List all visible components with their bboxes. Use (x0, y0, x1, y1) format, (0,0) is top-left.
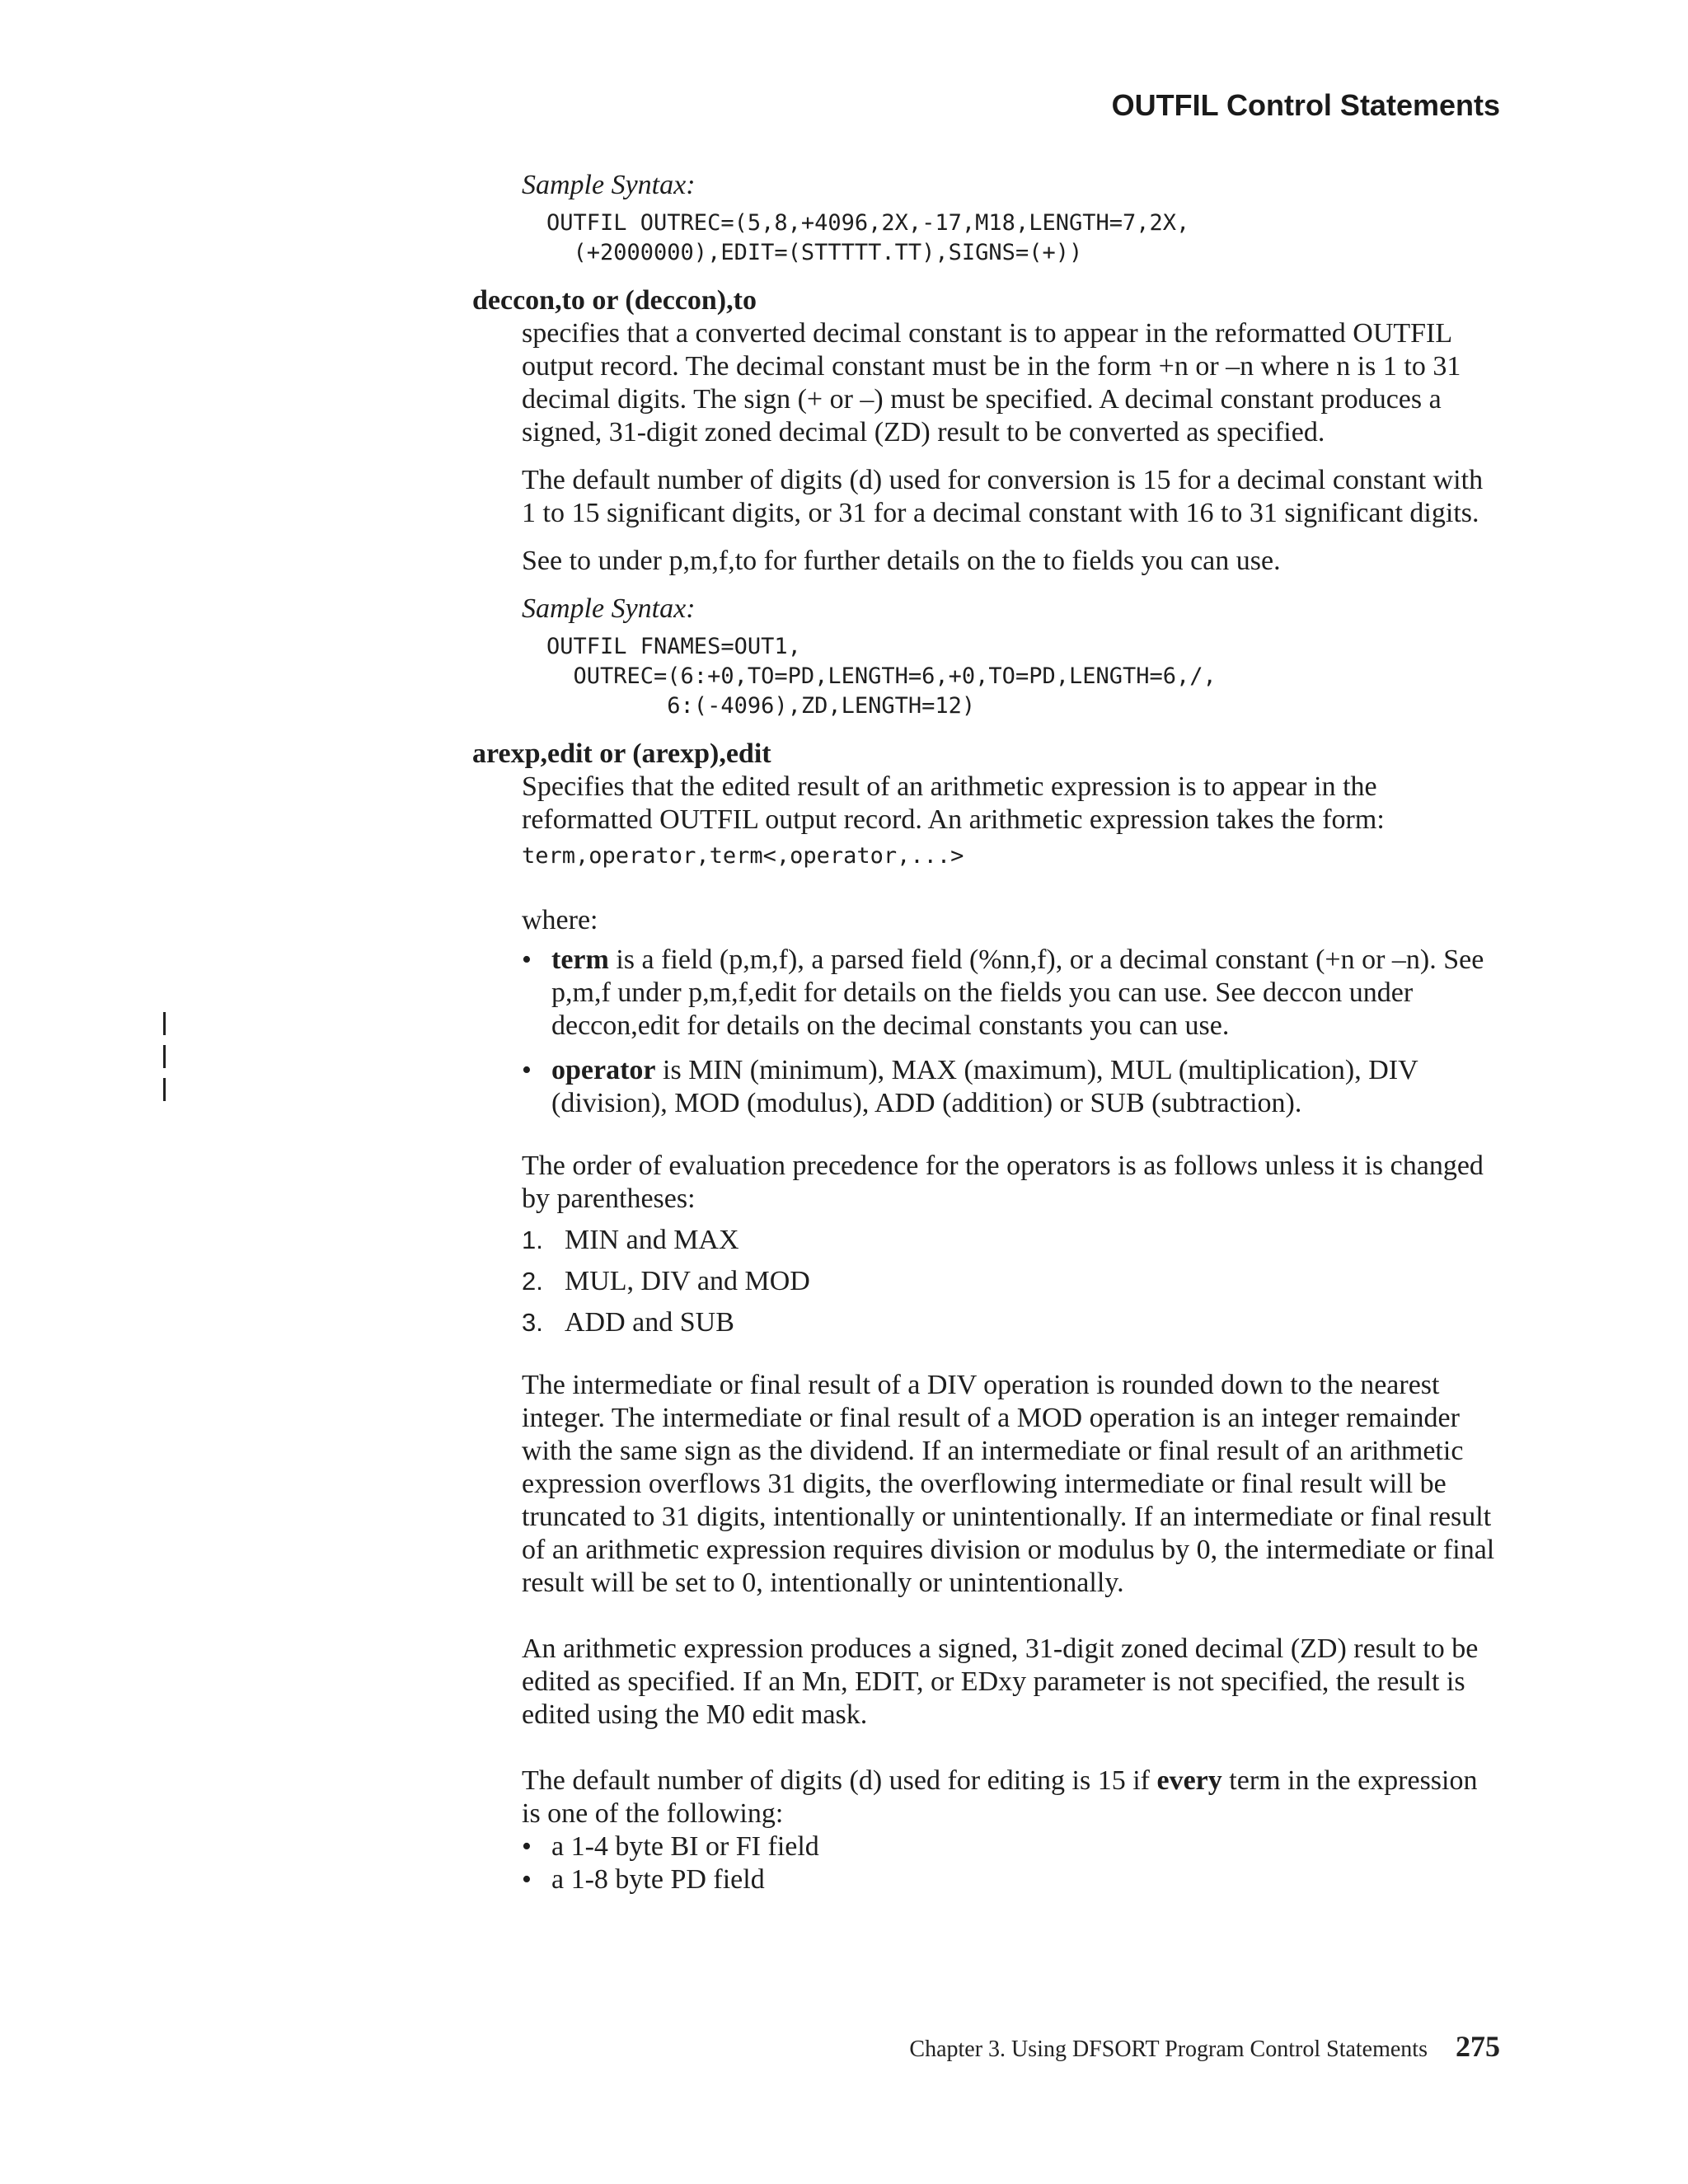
change-bar (163, 1012, 166, 1035)
bold-term: term (551, 944, 609, 975)
list-number: 3. (522, 1308, 543, 1337)
bullet-icon: • (522, 1831, 532, 1862)
term-bullet-list (522, 944, 1503, 1120)
sample-syntax-label: Sample Syntax: (522, 593, 696, 624)
page-number: 275 (1456, 2030, 1500, 2063)
chapter-title: Chapter 3. Using DFSORT Program Control Statements (909, 2036, 1428, 2062)
term-arexp: arexp,edit or (arexp),edit (472, 738, 771, 769)
deccon-description (522, 317, 1503, 721)
list-item-text: MUL, DIV and MOD (565, 1266, 810, 1296)
paragraph: The intermediate or final result of a DIV operation is rounded down to the nearest integer. The intermediate or final result of a MOD operation is an integer remainder with the same sign as the dividend. If an intermediate or final result of an arithmetic expression overflows 31 digits, the overflowing intermediate or final result will be truncated to 31 digits, intentionally or unintentionally. If an intermediate or final result of an arithmetic expression requires division or modulus by 0, the intermediate or final result will be set to 0, intentionally or unintentionally. (522, 1370, 1495, 1598)
paragraph-text: term in the expression is one of the following: (522, 1765, 1478, 1829)
change-bars (163, 1012, 168, 1111)
paragraph-text: The default number of digits (d) used for editing is 15 if (522, 1765, 1157, 1796)
sample-syntax-1 (522, 169, 1503, 268)
page-header: OUTFIL Control Statements (1111, 88, 1500, 122)
where-label: where: (522, 905, 598, 935)
sample-code: OUTFIL OUTREC=(5,8,+4096,2X,-17,M18,LENGTH=7,2X, (+2000000),EDIT=(STTTTT.TT),SIGNS=(+)) (546, 210, 1190, 265)
bullet-icon: • (522, 944, 532, 975)
default-bullet-list (522, 1830, 1503, 1896)
list-item (522, 1224, 1503, 1257)
list-item-text: ADD and SUB (565, 1307, 734, 1338)
bullet-icon: • (522, 1864, 532, 1895)
list-item (522, 1830, 1503, 1863)
list-item (522, 1265, 1503, 1298)
precedence-list (522, 1224, 1503, 1339)
expression-form: term,operator,term<,operator,...> (522, 843, 964, 869)
change-bar (163, 1045, 166, 1068)
list-number: 2. (522, 1267, 543, 1296)
page-content (472, 169, 1503, 1926)
list-item-text: MIN and MAX (565, 1225, 739, 1255)
paragraph: See to under p,m,f,to for further details on the to fields you can use. (522, 546, 1281, 576)
list-item-text: a 1-4 byte BI or FI field (551, 1831, 819, 1862)
list-item (522, 1863, 1503, 1896)
bold-text: every (1156, 1765, 1222, 1796)
list-item (522, 944, 1503, 1043)
bullet-icon: • (522, 1055, 532, 1085)
list-item-text: is a field (p,m,f), a parsed field (%nn,f), or a decimal constant (+n or –n). See p,m,f under p,m,f,edit for details on the fields you can use. See deccon under deccon,edit for details on the decimal constants you can use. (551, 944, 1484, 1041)
paragraph (522, 1765, 1503, 1830)
paragraph: specifies that a converted decimal constant is to appear in the reformatted OUTFIL output record. The decimal constant must be in the form +n or –n where n is 1 to 31 decimal digits. The sign (+ or –) must be specified. A decimal constant produces a signed, 31-digit zoned decimal (ZD) result to be converted as specified. (522, 318, 1461, 448)
arexp-description (522, 771, 1503, 1896)
paragraph: The order of evaluation precedence for the operators is as follows unless it is changed by parentheses: (522, 1151, 1484, 1214)
sample-syntax-label: Sample Syntax: (522, 170, 696, 200)
list-item (522, 1306, 1503, 1339)
bold-term: operator (551, 1055, 656, 1085)
term-deccon: deccon,to or (deccon),to (472, 285, 757, 316)
paragraph: An arithmetic expression produces a signed, 31-digit zoned decimal (ZD) result to be edited as specified. If an Mn, EDIT, or EDxy parameter is not specified, the result is edited using the M0 edit mask. (522, 1633, 1479, 1730)
sample-code: OUTFIL FNAMES=OUT1, OUTREC=(6:+0,TO=PD,LENGTH=6,+0,TO=PD,LENGTH=6,/, 6:(-4096),ZD,LENGTH=12) (546, 634, 1217, 719)
list-item (522, 1054, 1503, 1120)
page-footer (909, 2029, 1500, 2064)
list-item-text: is MIN (minimum), MAX (maximum), MUL (multiplication), DIV (division), MOD (modulus), ADD (addition) or SUB (subtraction). (551, 1055, 1418, 1118)
paragraph: Specifies that the edited result of an arithmetic expression is to appear in the reformatted OUTFIL output record. An arithmetic expression takes the form: (522, 771, 1385, 835)
list-number: 1. (522, 1226, 543, 1254)
paragraph: The default number of digits (d) used for conversion is 15 for a decimal constant with 1 to 15 significant digits, or 31 for a decimal constant with 16 to 31 significant digits. (522, 465, 1484, 528)
list-item-text: a 1-8 byte PD field (551, 1864, 765, 1895)
change-bar (163, 1078, 166, 1101)
